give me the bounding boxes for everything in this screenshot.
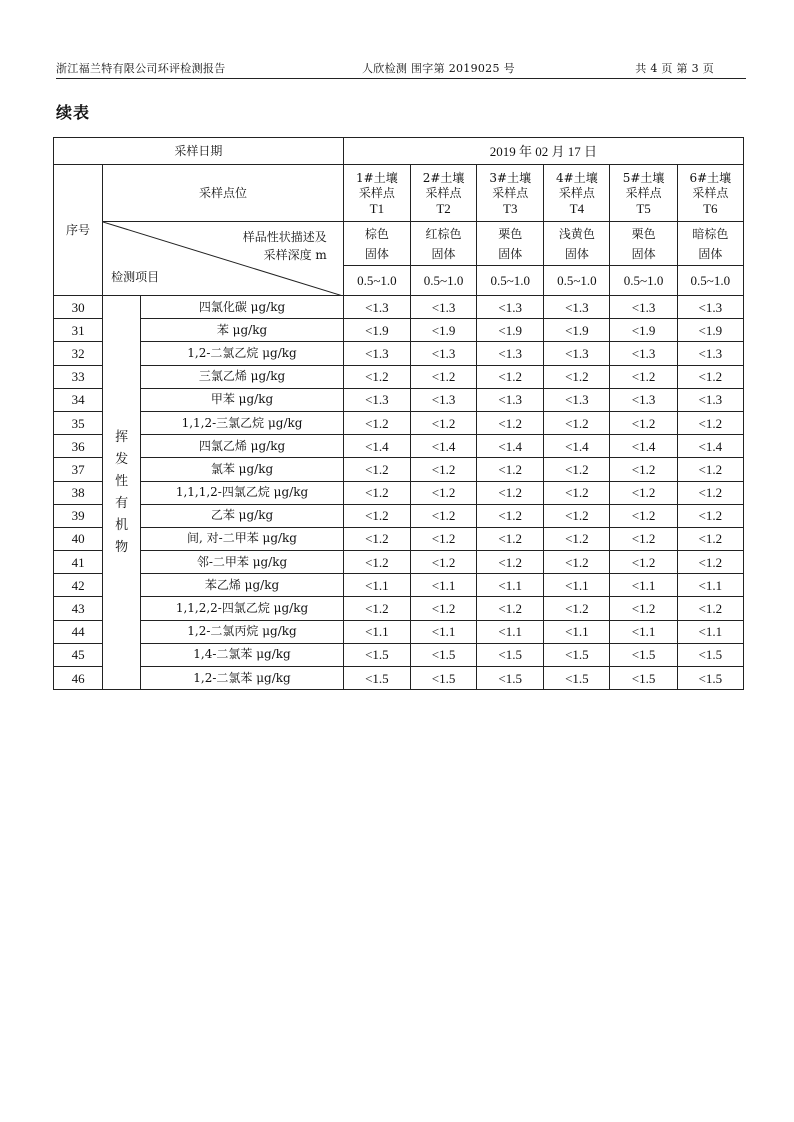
result-value: <1.2	[677, 365, 743, 388]
result-value: <1.2	[343, 504, 410, 527]
sample-description	[677, 222, 743, 266]
result-value: <1.5	[343, 667, 410, 690]
result-value: <1.3	[610, 296, 677, 319]
sampling-depth: 0.5~1.0	[677, 266, 743, 296]
test-item: 苯 μg/kg	[141, 319, 344, 342]
sample-description-line: 棕色	[364, 226, 389, 241]
sample-description-line: 浅黄色	[558, 226, 595, 241]
result-value: <1.2	[544, 411, 610, 434]
row-number: 46	[54, 667, 103, 690]
result-value: <1.1	[544, 620, 610, 643]
row-number: 32	[54, 342, 103, 365]
sampling-point-line: 2#土壤	[422, 170, 465, 185]
header-rule	[56, 78, 746, 79]
row-number: 37	[54, 458, 103, 481]
sampling-point-line: 采样点	[492, 185, 529, 200]
result-value: <1.2	[610, 458, 677, 481]
table-row	[54, 411, 744, 434]
row-number: 35	[54, 411, 103, 434]
test-item: 四氯化碳 μg/kg	[141, 296, 344, 319]
result-value: <1.9	[544, 319, 610, 342]
result-value: <1.2	[343, 551, 410, 574]
result-value: <1.4	[477, 435, 544, 458]
result-value: <1.2	[477, 481, 544, 504]
result-value: <1.3	[677, 388, 743, 411]
table-row	[54, 597, 744, 620]
sampling-point-line: T2	[436, 200, 451, 216]
results-table	[53, 137, 744, 690]
sampling-point-header	[343, 165, 410, 222]
diagonal-header-cell	[103, 222, 344, 296]
result-value: <1.2	[410, 481, 476, 504]
row-number: 40	[54, 527, 103, 550]
result-value: <1.1	[610, 620, 677, 643]
sample-description	[610, 222, 677, 266]
result-value: <1.2	[477, 365, 544, 388]
result-value: <1.5	[677, 643, 743, 666]
sample-description-line: 固体	[498, 246, 523, 261]
result-value: <1.2	[343, 458, 410, 481]
test-item: 1,2-二氯苯 μg/kg	[141, 667, 344, 690]
result-value: <1.3	[410, 388, 476, 411]
row-number: 33	[54, 365, 103, 388]
row-number: 34	[54, 388, 103, 411]
result-value: <1.3	[677, 342, 743, 365]
sampling-depth: 0.5~1.0	[610, 266, 677, 296]
test-item: 1,1,1,2-四氯乙烷 μg/kg	[141, 481, 344, 504]
result-value: <1.1	[410, 574, 476, 597]
result-value: <1.3	[477, 342, 544, 365]
desc-header-line2: 采样深度 m	[263, 248, 327, 262]
result-value: <1.2	[477, 527, 544, 550]
row-number: 44	[54, 620, 103, 643]
result-value: <1.1	[677, 574, 743, 597]
page-header	[56, 60, 746, 76]
result-value: <1.2	[477, 597, 544, 620]
category-label: 挥发性有机物	[115, 429, 129, 555]
row-number: 43	[54, 597, 103, 620]
result-value: <1.2	[610, 504, 677, 527]
table-row	[54, 342, 744, 365]
test-item: 邻-二甲苯 μg/kg	[141, 551, 344, 574]
result-value: <1.1	[677, 620, 743, 643]
result-value: <1.1	[343, 620, 410, 643]
test-item: 1,2-二氯丙烷 μg/kg	[141, 620, 344, 643]
result-value: <1.4	[343, 435, 410, 458]
sample-description-line: 固体	[564, 246, 589, 261]
result-value: <1.4	[410, 435, 476, 458]
result-value: <1.2	[343, 365, 410, 388]
sampling-point-header	[610, 165, 677, 222]
header-company: 浙江福兰特有限公司环评检测报告	[56, 62, 226, 75]
result-value: <1.3	[477, 388, 544, 411]
result-value: <1.2	[477, 504, 544, 527]
result-value: <1.2	[677, 411, 743, 434]
row-number: 45	[54, 643, 103, 666]
result-value: <1.5	[544, 643, 610, 666]
result-value: <1.3	[544, 342, 610, 365]
test-item: 氯苯 μg/kg	[141, 458, 344, 481]
result-value: <1.9	[343, 319, 410, 342]
result-value: <1.3	[343, 388, 410, 411]
result-value: <1.3	[477, 296, 544, 319]
result-value: <1.2	[610, 527, 677, 550]
table-row	[54, 388, 744, 411]
sampling-depth: 0.5~1.0	[477, 266, 544, 296]
test-item: 三氯乙烯 μg/kg	[141, 365, 344, 388]
result-value: <1.2	[477, 551, 544, 574]
row-number: 31	[54, 319, 103, 342]
sampling-point-line: 6#土壤	[689, 170, 732, 185]
sample-description	[410, 222, 476, 266]
result-value: <1.3	[410, 342, 476, 365]
item-header: 检测项目	[111, 270, 160, 284]
sampling-point-line: T3	[503, 200, 518, 216]
sampling-point-header	[477, 165, 544, 222]
sampling-depth: 0.5~1.0	[410, 266, 476, 296]
result-value: <1.4	[677, 435, 743, 458]
sampling-point-header	[544, 165, 610, 222]
result-value: <1.5	[610, 643, 677, 666]
sample-description-line: 固体	[698, 246, 723, 261]
result-value: <1.2	[477, 411, 544, 434]
result-value: <1.9	[677, 319, 743, 342]
result-value: <1.2	[677, 458, 743, 481]
sampling-point-line: 5#土壤	[622, 170, 665, 185]
result-value: <1.2	[544, 481, 610, 504]
result-value: <1.2	[677, 597, 743, 620]
sampling-point-header	[410, 165, 476, 222]
result-value: <1.9	[610, 319, 677, 342]
result-value: <1.2	[677, 504, 743, 527]
sample-description-line: 固体	[631, 246, 656, 261]
sample-description-line: 红棕色	[425, 226, 462, 241]
result-value: <1.3	[610, 388, 677, 411]
seq-header: 序号	[54, 165, 103, 296]
table-row	[54, 504, 744, 527]
result-value: <1.2	[544, 458, 610, 481]
result-value: <1.3	[410, 296, 476, 319]
result-value: <1.9	[477, 319, 544, 342]
result-value: <1.3	[677, 296, 743, 319]
sampling-point-line: T4	[569, 200, 585, 216]
result-value: <1.1	[544, 574, 610, 597]
sampling-point-line: 采样点	[692, 185, 729, 200]
table-row	[54, 365, 744, 388]
result-value: <1.9	[410, 319, 476, 342]
header-page-count: 共 4 页 第 3 页	[635, 62, 714, 75]
sampling-point-line: T5	[636, 200, 651, 216]
result-value: <1.2	[343, 411, 410, 434]
desc-header-line1: 样品性状描述及	[242, 230, 327, 244]
sampling-point-line: T1	[369, 200, 385, 216]
test-item: 四氯乙烯 μg/kg	[141, 435, 344, 458]
result-value: <1.2	[410, 597, 476, 620]
table-row	[54, 574, 744, 597]
test-item: 1,1,2,2-四氯乙烷 μg/kg	[141, 597, 344, 620]
sampling-point-line: 1#土壤	[356, 170, 398, 185]
sample-description	[343, 222, 410, 266]
sampling-point-line: 3#土壤	[489, 170, 532, 185]
result-value: <1.2	[677, 551, 743, 574]
sample-description	[477, 222, 544, 266]
table-row	[54, 620, 744, 643]
sample-description-line: 栗色	[498, 226, 523, 241]
result-value: <1.2	[410, 411, 476, 434]
result-value: <1.5	[544, 667, 610, 690]
sampling-point-line: T6	[703, 200, 718, 216]
header-report-number: 人欣检测 围字第 2019025 号	[362, 62, 515, 75]
sampling-date-label: 采样日期	[54, 138, 344, 165]
result-value: <1.1	[477, 620, 544, 643]
table-row	[54, 643, 744, 666]
sample-description	[544, 222, 610, 266]
result-value: <1.5	[477, 643, 544, 666]
sampling-point-line: 采样点	[625, 185, 662, 200]
row-number: 41	[54, 551, 103, 574]
result-value: <1.3	[544, 296, 610, 319]
sampling-point-line: 采样点	[358, 185, 395, 200]
result-value: <1.2	[410, 365, 476, 388]
sampling-date: 2019 年 02 月 17 日	[343, 138, 743, 165]
result-value: <1.5	[677, 667, 743, 690]
test-item: 甲苯 μg/kg	[141, 388, 344, 411]
result-value: <1.4	[544, 435, 610, 458]
result-value: <1.2	[343, 597, 410, 620]
result-value: <1.3	[610, 342, 677, 365]
result-value: <1.1	[477, 574, 544, 597]
result-value: <1.5	[410, 643, 476, 666]
table-row	[54, 458, 744, 481]
result-value: <1.1	[610, 574, 677, 597]
table-row	[54, 296, 744, 319]
result-value: <1.2	[410, 458, 476, 481]
page-subtitle: 续表	[56, 103, 91, 122]
result-value: <1.2	[610, 365, 677, 388]
result-value: <1.3	[544, 388, 610, 411]
result-value: <1.4	[610, 435, 677, 458]
result-value: <1.5	[343, 643, 410, 666]
sampling-point-line: 采样点	[558, 185, 595, 200]
table-row	[54, 667, 744, 690]
table-row	[54, 551, 744, 574]
result-value: <1.2	[610, 597, 677, 620]
result-value: <1.2	[343, 527, 410, 550]
table-row	[54, 319, 744, 342]
result-value: <1.2	[544, 527, 610, 550]
result-value: <1.2	[410, 551, 476, 574]
desc-header	[243, 228, 327, 264]
result-value: <1.2	[410, 504, 476, 527]
result-value: <1.2	[544, 597, 610, 620]
result-value: <1.2	[610, 481, 677, 504]
row-number: 38	[54, 481, 103, 504]
test-item: 间, 对-二甲苯 μg/kg	[141, 527, 344, 550]
test-item: 1,2-二氯乙烷 μg/kg	[141, 342, 344, 365]
result-value: <1.2	[544, 504, 610, 527]
result-value: <1.2	[343, 481, 410, 504]
sample-description-line: 固体	[431, 246, 456, 261]
result-value: <1.2	[544, 551, 610, 574]
sample-description-line: 固体	[364, 246, 389, 261]
result-value: <1.2	[677, 481, 743, 504]
sample-description-line: 暗棕色	[692, 226, 729, 241]
category-cell	[103, 296, 141, 690]
result-value: <1.1	[343, 574, 410, 597]
sampling-point-header	[677, 165, 743, 222]
test-item: 1,1,2-三氯乙烷 μg/kg	[141, 411, 344, 434]
row-number: 39	[54, 504, 103, 527]
sample-description-line: 栗色	[631, 226, 656, 241]
result-value: <1.3	[343, 342, 410, 365]
result-value: <1.2	[677, 527, 743, 550]
result-value: <1.2	[477, 458, 544, 481]
test-item: 苯乙烯 μg/kg	[141, 574, 344, 597]
row-number: 30	[54, 296, 103, 319]
result-value: <1.5	[610, 667, 677, 690]
result-value: <1.2	[544, 365, 610, 388]
point-header: 采样点位	[103, 165, 344, 222]
table-row	[54, 435, 744, 458]
table-row	[54, 527, 744, 550]
row-number: 42	[54, 574, 103, 597]
result-value: <1.1	[410, 620, 476, 643]
sampling-point-line: 4#土壤	[556, 170, 598, 185]
row-number: 36	[54, 435, 103, 458]
result-value: <1.5	[477, 667, 544, 690]
result-value: <1.2	[610, 411, 677, 434]
result-value: <1.3	[343, 296, 410, 319]
sampling-depth: 0.5~1.0	[343, 266, 410, 296]
test-item: 1,4-二氯苯 μg/kg	[141, 643, 344, 666]
test-item: 乙苯 μg/kg	[141, 504, 344, 527]
result-value: <1.2	[410, 527, 476, 550]
sampling-depth: 0.5~1.0	[544, 266, 610, 296]
sampling-point-line: 采样点	[425, 185, 462, 200]
result-value: <1.2	[610, 551, 677, 574]
table-row	[54, 481, 744, 504]
result-value: <1.5	[410, 667, 476, 690]
